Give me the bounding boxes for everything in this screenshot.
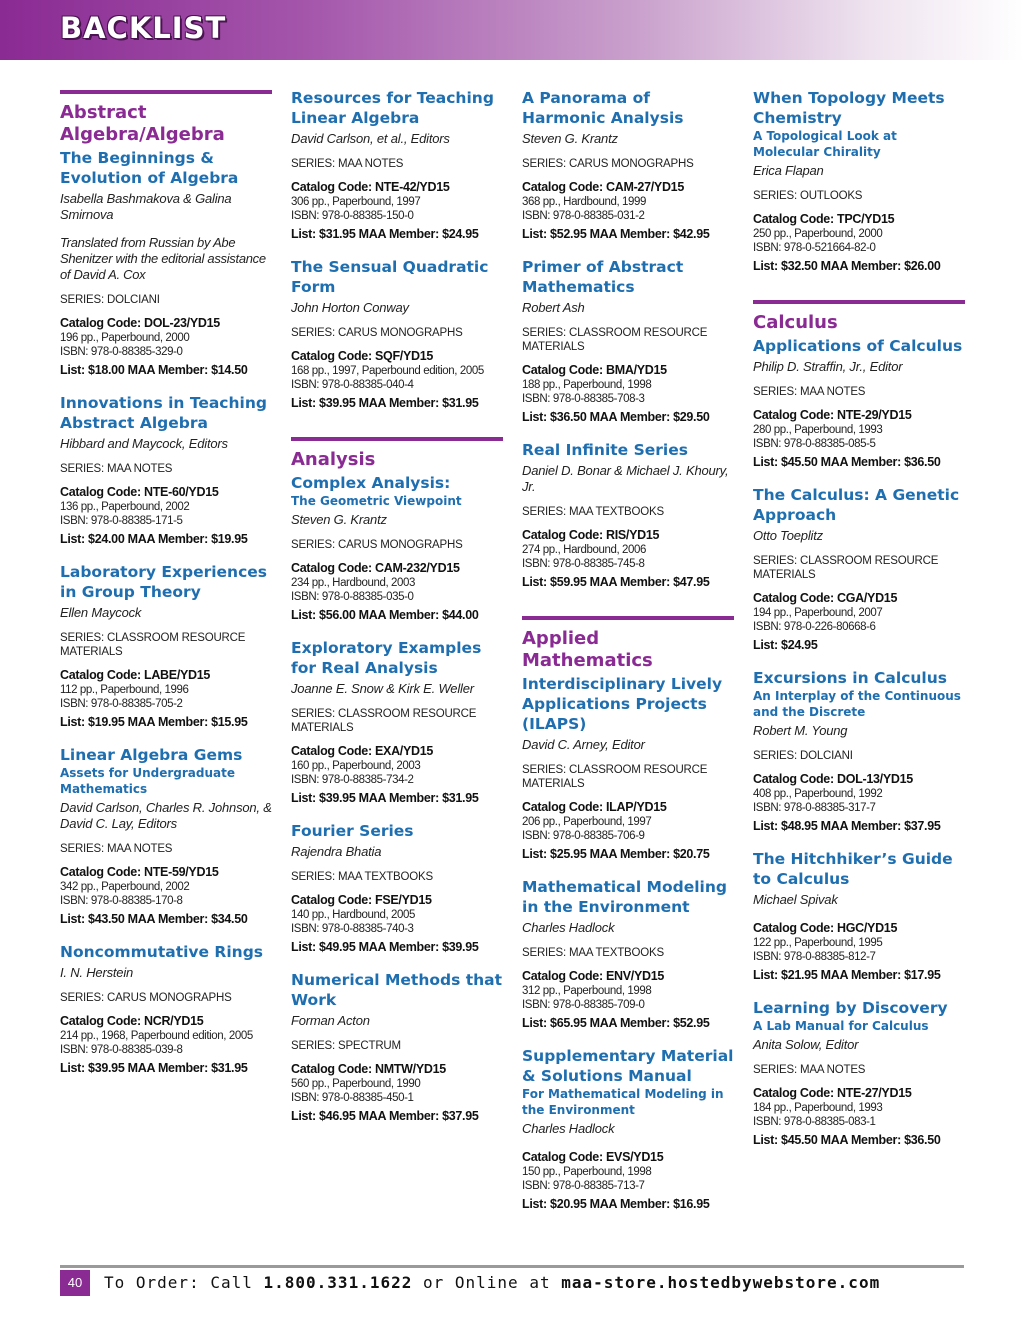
book-catalog-code: Catalog Code: NMTW/YD15 [291, 1062, 446, 1076]
book-catalog-code: Catalog Code: RIS/YD15 [522, 528, 660, 542]
header-banner [0, 0, 1024, 60]
store-url[interactable]: maa-store.hostedbywebstore.com [561, 1273, 881, 1292]
book-series: SERIES: MAA NOTES [291, 158, 404, 170]
page-number: 40 [60, 1270, 90, 1296]
book-title[interactable]: Supplementary Material & Solutions Manual [522, 1047, 734, 1085]
book-subtitle: An Interplay of the Continuous and the Discrete [753, 689, 961, 719]
book-isbn: ISBN: 978-0-88385-450-1 [291, 1092, 414, 1104]
book-entry [522, 877, 734, 1031]
section-analysis [291, 437, 503, 471]
book-catalog-code: Catalog Code: NTE-29/YD15 [753, 408, 912, 422]
book-details: 122 pp., Paperbound, 1995 [753, 937, 883, 949]
book-details: 194 pp., Paperbound, 2007 [753, 607, 883, 619]
book-series: SERIES: DOLCIANI [60, 294, 160, 306]
book-details: 184 pp., Paperbound, 1993 [753, 1102, 883, 1114]
book-details: 150 pp., Paperbound, 1998 [522, 1166, 652, 1178]
book-author: Charles Hadlock [522, 920, 615, 935]
book-catalog-code: Catalog Code: SQF/YD15 [291, 349, 434, 363]
book-title[interactable]: Real Infinite Series [522, 441, 688, 459]
book-subtitle: Assets for Undergraduate Mathematics [60, 766, 235, 796]
section-applied-mathematics [522, 616, 734, 672]
book-price: List: $56.00 MAA Member: $44.00 [291, 608, 479, 622]
book-title[interactable]: The Beginnings & Evolution of Algebra [60, 149, 239, 187]
book-details: 196 pp., Paperbound, 2000 [60, 332, 190, 344]
page-title: BACKLIST [60, 11, 227, 45]
book-author: David C. Arney, Editor [522, 737, 645, 752]
book-subtitle: The Geometric Viewpoint [291, 494, 462, 508]
book-details: 274 pp., Hardbound, 2006 [522, 544, 647, 556]
book-price: List: $46.95 MAA Member: $37.95 [291, 1109, 479, 1123]
book-isbn: ISBN: 978-0-88385-150-0 [291, 210, 414, 222]
book-catalog-code: Catalog Code: HGC/YD15 [753, 921, 898, 935]
book-title[interactable]: Innovations in Teaching Abstract Algebra [60, 394, 267, 432]
book-catalog-code: Catalog Code: CGA/YD15 [753, 591, 898, 605]
book-author: John Horton Conway [291, 300, 409, 315]
book-author: David Carlson, Charles R. Johnson, & David C. Lay, Editors [60, 800, 272, 831]
section-calculus [753, 300, 965, 334]
book-price: List: $39.95 MAA Member: $31.95 [291, 396, 479, 410]
book-author: Ellen Maycock [60, 605, 142, 620]
book-catalog-code: Catalog Code: LABE/YD15 [60, 668, 211, 682]
column-3 [522, 88, 734, 1212]
book-title[interactable]: Mathematical Modeling in the Environment [522, 878, 727, 916]
book-series: SERIES: MAA TEXTBOOKS [291, 871, 433, 883]
book-price: List: $48.95 MAA Member: $37.95 [753, 819, 941, 833]
phone-number[interactable]: 1.800.331.1622 [263, 1273, 413, 1292]
book-price: List: $20.95 MAA Member: $16.95 [522, 1197, 710, 1211]
book-catalog-code: Catalog Code: NTE-42/YD15 [291, 180, 450, 194]
book-details: 136 pp., Paperbound, 2002 [60, 501, 190, 513]
book-series: SERIES: CARUS MONOGRAPHS [291, 539, 463, 551]
book-title[interactable]: Fourier Series [291, 822, 414, 840]
book-entry [291, 821, 503, 955]
book-catalog-code: Catalog Code: NTE-59/YD15 [60, 865, 219, 879]
book-series: SERIES: SPECTRUM [291, 1040, 401, 1052]
book-catalog-code: Catalog Code: ILAP/YD15 [522, 800, 667, 814]
book-entry [753, 336, 965, 470]
book-subtitle: A Lab Manual for Calculus [753, 1019, 929, 1033]
book-catalog-code: Catalog Code: CAM-232/YD15 [291, 561, 460, 575]
book-title[interactable]: Resources for Teaching Linear Algebra [291, 89, 494, 127]
footer-divider [60, 1265, 964, 1268]
book-entry [522, 440, 734, 590]
book-subtitle: A Topological Look at Molecular Chirality [753, 129, 897, 159]
book-isbn: ISBN: 978-0-88385-706-9 [522, 830, 645, 842]
book-entry [753, 88, 965, 274]
book-title[interactable]: The Hitchhiker’s Guide to Calculus [753, 850, 953, 888]
book-author: Philip D. Straffin, Jr., Editor [753, 359, 903, 374]
book-price: List: $43.50 MAA Member: $34.50 [60, 912, 248, 926]
book-series: SERIES: CARUS MONOGRAPHS [522, 158, 694, 170]
book-isbn: ISBN: 978-0-88385-171-5 [60, 515, 183, 527]
book-catalog-code: Catalog Code: NTE-60/YD15 [60, 485, 219, 499]
book-author: Robert Ash [522, 300, 585, 315]
book-title[interactable]: Excursions in Calculus [753, 669, 947, 687]
book-isbn: ISBN: 978-0-88385-083-1 [753, 1116, 876, 1128]
book-isbn: ISBN: 978-0-88385-708-3 [522, 393, 645, 405]
book-isbn: ISBN: 978-0-88385-040-4 [291, 379, 414, 391]
book-isbn: ISBN: 978-0-88385-745-8 [522, 558, 645, 570]
book-isbn: ISBN: 978-0-88385-740-3 [291, 923, 414, 935]
book-entry [60, 562, 272, 730]
book-subtitle: For Mathematical Modeling in the Environment [522, 1087, 724, 1117]
book-author: I. N. Herstein [60, 965, 134, 980]
book-series: SERIES: CLASSROOM RESOURCE MATERIALS [522, 327, 708, 353]
book-title[interactable]: When Topology Meets Chemistry [753, 89, 945, 127]
book-author: Anita Solow, Editor [753, 1037, 859, 1052]
book-series: SERIES: MAA NOTES [60, 843, 173, 855]
book-author: Isabella Bashmakova & Galina Smirnova [60, 191, 232, 222]
book-title[interactable]: Noncommutative Rings [60, 943, 264, 961]
book-entry [291, 88, 503, 242]
column-1 [60, 88, 272, 1076]
book-details: 160 pp., Paperbound, 2003 [291, 760, 421, 772]
book-series: SERIES: MAA TEXTBOOKS [522, 947, 664, 959]
book-isbn: ISBN: 978-0-88385-812-7 [753, 951, 876, 963]
book-title[interactable]: Interdisciplinary Lively Applications Projects (ILAPS) [522, 675, 723, 733]
book-price: List: $21.95 MAA Member: $17.95 [753, 968, 941, 982]
book-details: 342 pp., Paperbound, 2002 [60, 881, 190, 893]
book-price: List: $24.00 MAA Member: $19.95 [60, 532, 248, 546]
section-title: Calculus [753, 312, 838, 333]
book-isbn: ISBN: 978-0-88385-039-8 [60, 1044, 183, 1056]
book-entry [522, 257, 734, 425]
book-series: SERIES: MAA NOTES [60, 463, 173, 475]
book-entry [60, 745, 272, 927]
book-series: SERIES: CLASSROOM RESOURCE MATERIALS [291, 708, 477, 734]
book-title[interactable]: Applications of Calculus [753, 337, 963, 355]
book-catalog-code: Catalog Code: TPC/YD15 [753, 212, 895, 226]
book-author: Robert M. Young [753, 723, 848, 738]
order-prefix: To Order: Call [104, 1273, 264, 1292]
book-title[interactable]: Learning by Discovery [753, 999, 948, 1017]
book-author: Steven G. Krantz [291, 512, 387, 527]
book-title[interactable]: Linear Algebra Gems [60, 746, 243, 764]
book-isbn: ISBN: 978-0-521664-82-0 [753, 242, 876, 254]
book-isbn: ISBN: 978-0-88385-734-2 [291, 774, 414, 786]
book-details: 168 pp., 1997, Paperbound edition, 2005 [291, 365, 484, 377]
book-series: SERIES: CLASSROOM RESOURCE MATERIALS [522, 764, 708, 790]
book-details: 368 pp., Hardbound, 1999 [522, 196, 647, 208]
book-isbn: ISBN: 978-0-88385-709-0 [522, 999, 645, 1011]
book-entry [291, 970, 503, 1124]
book-title[interactable]: A Panorama of Harmonic Analysis [522, 89, 684, 127]
book-author: Rajendra Bhatia [291, 844, 382, 859]
book-catalog-code: Catalog Code: CAM-27/YD15 [522, 180, 684, 194]
book-catalog-code: Catalog Code: FSE/YD15 [291, 893, 432, 907]
book-entry [291, 257, 503, 411]
book-details: 206 pp., Paperbound, 1997 [522, 816, 652, 828]
section-title: Abstract Algebra/Algebra [60, 102, 225, 145]
book-isbn: ISBN: 978-0-88385-713-7 [522, 1180, 645, 1192]
book-details: 280 pp., Paperbound, 1993 [753, 424, 883, 436]
book-author: Forman Acton [291, 1013, 370, 1028]
book-series: SERIES: OUTLOOKS [753, 190, 863, 202]
book-details: 214 pp., 1968, Paperbound edition, 2005 [60, 1030, 253, 1042]
section-title: Analysis [291, 449, 376, 470]
book-series: SERIES: MAA TEXTBOOKS [522, 506, 664, 518]
book-details: 112 pp., Paperbound, 1996 [60, 684, 189, 696]
book-author: Erica Flapan [753, 163, 824, 178]
book-title[interactable]: The Calculus: A Genetic Approach [753, 486, 960, 524]
book-entry [60, 393, 272, 547]
book-price: List: $24.95 [753, 638, 818, 652]
book-isbn: ISBN: 978-0-88385-329-0 [60, 346, 183, 358]
book-price: List: $39.95 MAA Member: $31.95 [291, 791, 479, 805]
book-isbn: ISBN: 978-0-226-80668-6 [753, 621, 876, 633]
order-middle: or Online at [412, 1273, 562, 1292]
book-note: Translated from Russian by Abe Shenitzer with the editorial assistance of David A. Cox [60, 235, 266, 282]
book-series: SERIES: DOLCIANI [753, 750, 853, 762]
book-price: List: $59.95 MAA Member: $47.95 [522, 575, 710, 589]
book-entry [753, 849, 965, 983]
book-price: List: $31.95 MAA Member: $24.95 [291, 227, 479, 241]
book-details: 408 pp., Paperbound, 1992 [753, 788, 883, 800]
column-4 [753, 88, 965, 1148]
book-price: List: $45.50 MAA Member: $36.50 [753, 455, 941, 469]
book-isbn: ISBN: 978-0-88385-170-8 [60, 895, 183, 907]
book-entry [753, 998, 965, 1148]
book-author: Charles Hadlock [522, 1121, 615, 1136]
book-catalog-code: Catalog Code: NTE-27/YD15 [753, 1086, 912, 1100]
book-isbn: ISBN: 978-0-88385-035-0 [291, 591, 414, 603]
section-title: Applied Mathematics [522, 628, 653, 671]
book-title[interactable]: Primer of Abstract Mathematics [522, 258, 684, 296]
book-title[interactable]: Complex Analysis: [291, 474, 451, 492]
book-title[interactable]: Exploratory Examples for Real Analysis [291, 639, 482, 677]
book-author: Hibbard and Maycock, Editors [60, 436, 228, 451]
book-author: Michael Spivak [753, 892, 838, 907]
book-author: Steven G. Krantz [522, 131, 618, 146]
book-details: 306 pp., Paperbound, 1997 [291, 196, 421, 208]
book-isbn: ISBN: 978-0-88385-085-5 [753, 438, 876, 450]
book-price: List: $32.50 MAA Member: $26.00 [753, 259, 941, 273]
book-catalog-code: Catalog Code: ENV/YD15 [522, 969, 665, 983]
section-abstract-algebra [60, 90, 272, 146]
book-title[interactable]: The Sensual Quadratic Form [291, 258, 489, 296]
book-series: SERIES: CARUS MONOGRAPHS [60, 992, 232, 1004]
book-price: List: $45.50 MAA Member: $36.50 [753, 1133, 941, 1147]
book-catalog-code: Catalog Code: EVS/YD15 [522, 1150, 664, 1164]
book-entry [522, 88, 734, 242]
book-entry [60, 942, 272, 1076]
book-details: 312 pp., Paperbound, 1998 [522, 985, 652, 997]
book-series: SERIES: CLASSROOM RESOURCE MATERIALS [753, 555, 939, 581]
book-price: List: $65.95 MAA Member: $52.95 [522, 1016, 710, 1030]
book-price: List: $39.95 MAA Member: $31.95 [60, 1061, 248, 1075]
book-series: SERIES: CARUS MONOGRAPHS [291, 327, 463, 339]
book-isbn: ISBN: 978-0-88385-317-7 [753, 802, 876, 814]
book-series: SERIES: MAA NOTES [753, 1064, 866, 1076]
book-author: David Carlson, et al., Editors [291, 131, 450, 146]
order-line [104, 1270, 880, 1296]
book-catalog-code: Catalog Code: NCR/YD15 [60, 1014, 204, 1028]
book-author: Otto Toeplitz [753, 528, 823, 543]
book-isbn: ISBN: 978-0-88385-705-2 [60, 698, 183, 710]
book-price: List: $52.95 MAA Member: $42.95 [522, 227, 710, 241]
book-details: 234 pp., Hardbound, 2003 [291, 577, 416, 589]
book-catalog-code: Catalog Code: BMA/YD15 [522, 363, 667, 377]
book-price: List: $19.95 MAA Member: $15.95 [60, 715, 248, 729]
book-entry [522, 674, 734, 862]
book-isbn: ISBN: 978-0-88385-031-2 [522, 210, 645, 222]
book-entry [291, 638, 503, 806]
book-entry [753, 668, 965, 834]
book-details: 188 pp., Paperbound, 1998 [522, 379, 652, 391]
book-title[interactable]: Laboratory Experiences in Group Theory [60, 563, 268, 601]
book-entry [60, 148, 272, 378]
book-details: 140 pp., Hardbound, 2005 [291, 909, 416, 921]
book-details: 560 pp., Paperbound, 1990 [291, 1078, 421, 1090]
book-series: SERIES: CLASSROOM RESOURCE MATERIALS [60, 632, 246, 658]
book-entry [753, 485, 965, 653]
book-details: 250 pp., Paperbound, 2000 [753, 228, 883, 240]
column-2 [291, 88, 503, 1124]
book-title[interactable]: Numerical Methods that Work [291, 971, 503, 1009]
book-entry [522, 1046, 734, 1212]
book-catalog-code: Catalog Code: DOL-23/YD15 [60, 316, 220, 330]
book-entry [291, 473, 503, 623]
book-author: Joanne E. Snow & Kirk E. Weller [291, 681, 474, 696]
book-catalog-code: Catalog Code: DOL-13/YD15 [753, 772, 913, 786]
book-price: List: $18.00 MAA Member: $14.50 [60, 363, 248, 377]
book-author: Daniel D. Bonar & Michael J. Khoury, Jr. [522, 463, 729, 494]
book-price: List: $49.95 MAA Member: $39.95 [291, 940, 479, 954]
book-catalog-code: Catalog Code: EXA/YD15 [291, 744, 434, 758]
book-price: List: $36.50 MAA Member: $29.50 [522, 410, 710, 424]
book-series: SERIES: MAA NOTES [753, 386, 866, 398]
book-price: List: $25.95 MAA Member: $20.75 [522, 847, 710, 861]
